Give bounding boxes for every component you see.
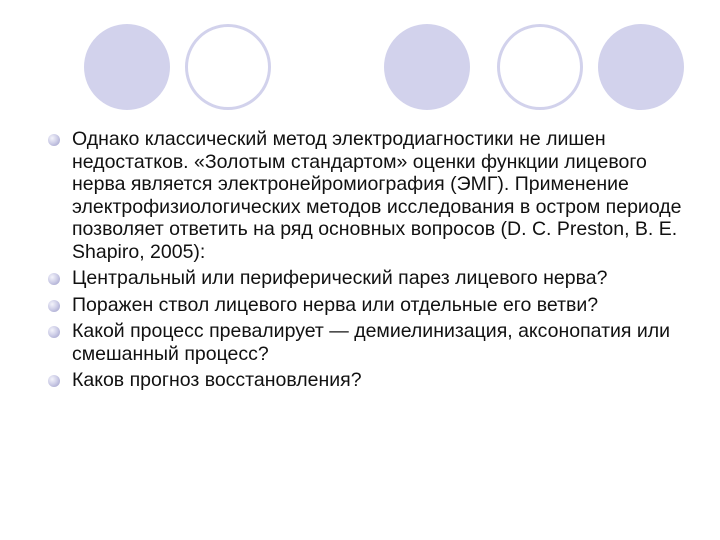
- bullet-icon: [48, 134, 60, 146]
- decorative-circle-outline: [497, 24, 583, 110]
- bullet-icon: [48, 375, 60, 387]
- bullet-text: Какой процесс превалирует — демиелинизация, аксонопатия или смешанный процесс?: [72, 320, 671, 365]
- bullet-text: Поражен ствол лицевого нерва или отдельные его ветви?: [72, 293, 599, 316]
- bullet-icon: [48, 300, 60, 312]
- bullet-item: [46, 294, 686, 317]
- decorative-circle-filled: [598, 24, 684, 110]
- decorative-circle-filled: [384, 24, 470, 110]
- decorative-circle-outline: [185, 24, 271, 110]
- decorative-circle-filled: [84, 24, 170, 110]
- bullet-text: Каков прогноз восстановления?: [72, 369, 362, 391]
- bullet-icon: [48, 273, 60, 285]
- bullet-list: [46, 128, 686, 396]
- bullet-text: Центральный или периферический парез лицевого нерва?: [72, 267, 608, 289]
- bullet-text: Однако классический метод электродиагностики не лишен недостатков. «Золотым стандартом» оценки функции лицевого нерва является электронейромиография (ЭМГ). Применение электрофизиологических методов исследования в остром периоде позволяет ответить на ряд основных вопросов (D. C. Preston, B. E. Shapiro, 2005):: [72, 128, 682, 263]
- bullet-item: [46, 369, 686, 392]
- bullet-icon: [48, 326, 60, 338]
- bullet-item: [46, 267, 686, 290]
- bullet-item: [46, 320, 686, 365]
- bullet-item: [46, 128, 686, 263]
